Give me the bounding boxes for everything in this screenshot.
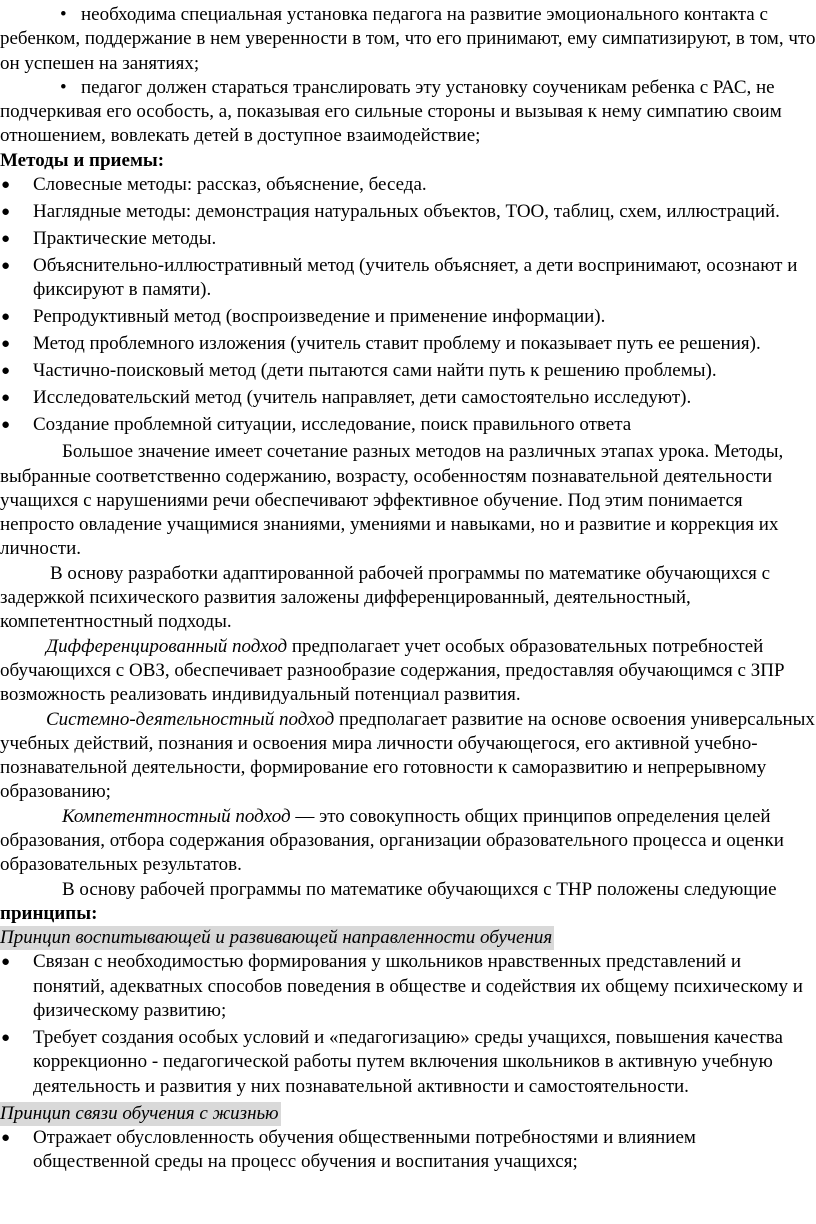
term-differentiated: Дифференцированный подход <box>46 635 288 657</box>
para-differentiated <box>0 635 816 708</box>
bullet-marker: ● <box>1 954 11 971</box>
list-item <box>0 305 816 329</box>
principle-1-heading-line <box>0 926 816 950</box>
para-system <box>0 708 816 805</box>
bullet-marker: ● <box>1 204 11 221</box>
para-combination: Большое значение имеет сочетание разных методов на различных этапах урока. Методы, выбранные соответственно содержанию, возрасту, особенностям познавательной деятельности учащихся с нарушениями речи обеспечивают эффективное обучение. Под этим понимается непросто овладение учащимися знаниями, умениями и навыками, но и развитие и коррекция их личности. <box>0 441 784 560</box>
method-text: Объяснительно-иллюстративный метод (учитель объясняет, а дети воспринимают, осознают и фиксируют в памяти). <box>33 255 798 301</box>
bullet-marker: ● <box>1 1030 11 1047</box>
intro-bullet-2 <box>0 76 816 149</box>
list-item <box>0 173 816 197</box>
term-system: Системно-деятельностный подход <box>46 708 335 730</box>
method-text: Создание проблемной ситуации, исследование, поиск правильного ответа <box>33 414 632 436</box>
list-item <box>0 413 816 437</box>
method-text: Исследовательский метод (учитель направляет, дети самостоятельно исследуют). <box>33 387 692 409</box>
bullet-marker: ● <box>1 231 11 248</box>
bullet-marker: ● <box>1 258 11 275</box>
para-principles-text: В основу рабочей программы по математике обучающихся с ТНР положены следующие <box>62 878 777 900</box>
principle-1-item-text: Требует создания особых условий и «педагогизацию» среды учащихся, повышения качества коррекционно - педагогической работы путем включения школьников в активную учебную деятельность и развития у них познавательной активности и самостоятельности. <box>33 1027 783 1097</box>
list-item <box>0 386 816 410</box>
para-system-text: предполагает развитие на основе освоения универсальных учебных действий, познания и освоения мира личности обучающегося, его активной учебно-познавательной деятельности, формирование его готовности к саморазвитию и непрерывному образованию; <box>0 708 815 803</box>
intro-bullet-1 <box>0 3 816 76</box>
intro-bullet-2-text: педагог должен стараться транслировать эту установку соученикам ребенка с РАС, не подчеркивая его особость, а, показывая его сильные стороны и вызывая к нему симпатию своим отношением, вовлекать детей в доступное взаимодействие; <box>0 76 782 147</box>
principle-1-list <box>0 950 816 1098</box>
method-text: Наглядные методы: демонстрация натуральных объектов, ТОО, таблиц, схем, иллюстраций. <box>33 201 780 223</box>
para-competence <box>0 805 816 878</box>
principle-2-heading: Принцип связи обучения с жизнью <box>0 1102 281 1126</box>
bullet-marker: • <box>60 76 67 98</box>
principles-word: принципы: <box>0 902 98 924</box>
list-item <box>0 332 816 356</box>
method-text: Словесные методы: рассказ, объяснение, беседа. <box>33 174 427 196</box>
list-item <box>0 1026 816 1099</box>
bullet-marker: ● <box>1 363 11 380</box>
method-text: Репродуктивный метод (воспроизведение и применение информации). <box>33 306 606 328</box>
bullet-marker: • <box>60 4 67 25</box>
list-item <box>0 227 816 251</box>
principle-1-heading: Принцип воспитывающей и развивающей направленности обучения <box>0 926 554 950</box>
principle-2-list <box>0 1126 816 1175</box>
list-item <box>0 359 816 383</box>
method-text: Метод проблемного изложения (учитель ставит проблему и показывает путь ее решения). <box>33 333 761 355</box>
principle-1-item-text: Связан с необходимостью формирования у школьников нравственных представлений и понятий, адекватных способов поведения в обществе и содействия их общему психическому и физическому развитию; <box>33 951 803 1022</box>
principle-2-item-text: Отражает обусловленность обучения общественными потребностями и влиянием общественной среды на процесс обучения и воспитания учащихся; <box>33 1126 696 1173</box>
list-item <box>0 1126 816 1175</box>
principle-2-heading-line <box>0 1102 816 1126</box>
para-basis: В основу разработки адаптированной рабочей программы по математике обучающихся с задержкой психического развития заложены дифференцированный, деятельностный, компетентностный подходы. <box>0 562 771 633</box>
list-item <box>0 200 816 224</box>
method-text: Практические методы. <box>33 228 217 250</box>
para-competence-text: — это совокупность общих принципов определения целей образования, отбора содержания образования, организации образовательного процесса и оценки образовательных результатов. <box>0 805 784 876</box>
bullet-marker: ● <box>1 309 11 326</box>
list-item <box>0 254 816 303</box>
para-differentiated-text: предполагает учет особых образовательных потребностей обучающихся с ОВЗ, обеспечивает разнообразие содержания, предоставляя обучающимся с ЗПР возможность реализовать индивидуальный потенциал развития. <box>0 635 785 706</box>
bullet-marker: ● <box>1 1129 11 1146</box>
bullet-marker: ● <box>1 390 11 407</box>
bullet-marker: ● <box>1 417 11 434</box>
intro-bullet-1-text: необходима специальная установка педагога на развитие эмоционального контакта с ребенком, поддержание в нем уверенности в том, что его принимают, ему симпатизируют, в том, что он успешен на занятиях; <box>0 4 816 74</box>
bullet-marker: ● <box>1 177 11 194</box>
methods-list <box>0 173 816 437</box>
para-principles <box>0 878 816 927</box>
bullet-marker: ● <box>1 336 11 353</box>
list-item <box>0 950 816 1023</box>
term-competence: Компетентностный подход <box>62 805 291 827</box>
methods-heading: Методы и приемы: <box>0 149 165 171</box>
method-text: Частично-поисковый метод (дети пытаются сами найти путь к решению проблемы). <box>33 360 717 382</box>
